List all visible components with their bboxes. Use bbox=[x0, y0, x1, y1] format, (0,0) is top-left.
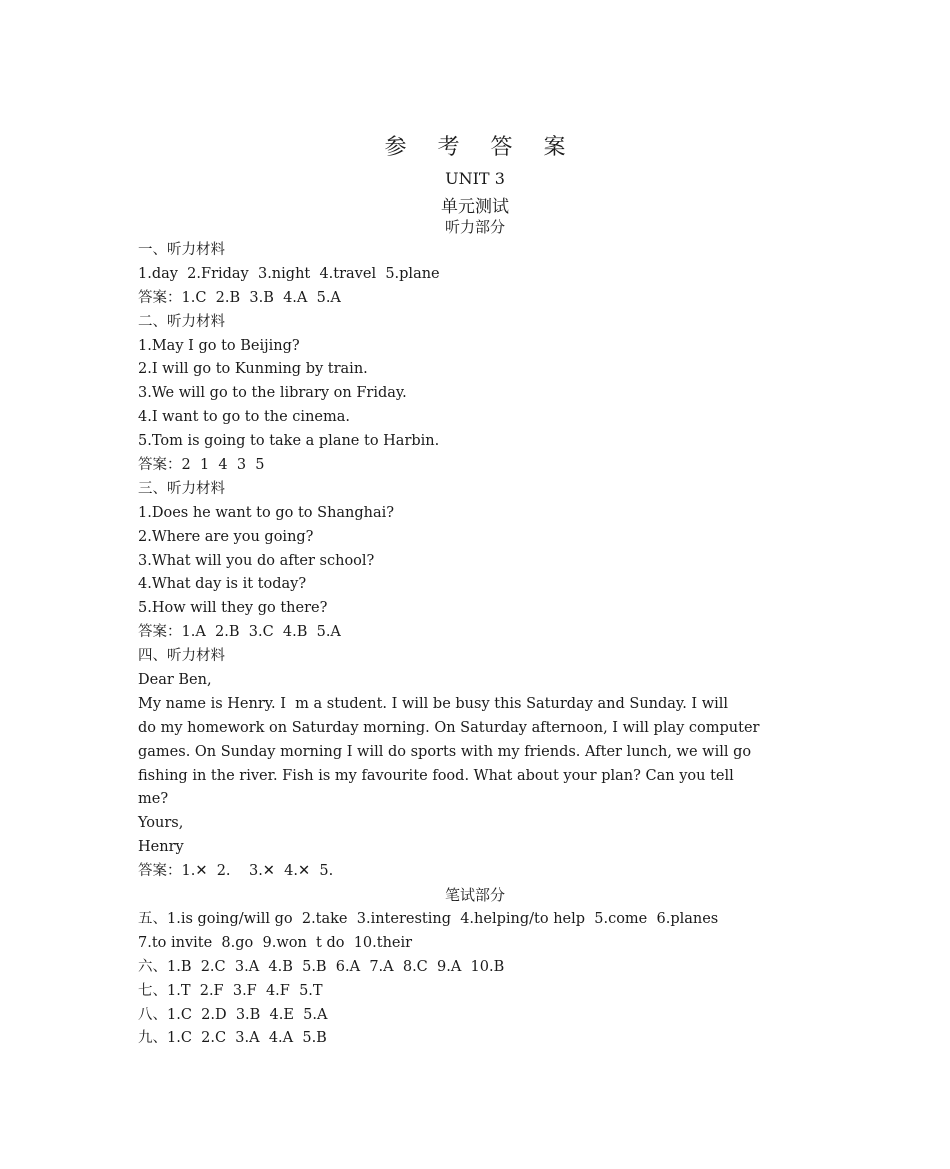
letter-body bbox=[138, 693, 818, 812]
section5-line1: 五、1.is going/will go 2.take 3.interesting 4.helping/to help 5.come 6.planes bbox=[138, 910, 719, 927]
test-subtitle: 单元测试 bbox=[441, 197, 509, 217]
letter-line: My name is Henry. I m a student. I will be busy this Saturday and Sunday. I will bbox=[138, 695, 729, 712]
section5-line2: 7.to invite 8.go 9.won t do 10.their bbox=[138, 934, 413, 951]
section3-answer: 答案：1.A 2.B 3.C 4.B 5.A bbox=[138, 624, 341, 641]
section3-sentence: 5.How will they go there? bbox=[138, 600, 328, 617]
answer-body bbox=[138, 239, 818, 1051]
section2-answer: 答案：2 1 4 3 5 bbox=[138, 457, 265, 474]
unit-heading: UNIT 3 bbox=[445, 169, 505, 188]
section1-words: 1.day 2.Friday 3.night 4.travel 5.plane bbox=[138, 265, 440, 282]
letter-closing: Yours, bbox=[138, 815, 184, 832]
section2-sentence: 1.May I go to Beijing? bbox=[138, 337, 300, 354]
listening-part-heading: 听力部分 bbox=[444, 218, 505, 236]
section3-sentence: 1.Does he want to go to Shanghai? bbox=[138, 504, 395, 521]
section1-heading: 一、听力材料 bbox=[138, 242, 225, 258]
section2-sentence: 5.Tom is going to take a plane to Harbin. bbox=[138, 433, 440, 450]
section8-answers: 八、1.C 2.D 3.B 4.E 5.A bbox=[138, 1006, 328, 1023]
letter-line: do my homework on Saturday morning. On Saturday afternoon, I will play computer bbox=[138, 719, 760, 736]
letter-line: fishing in the river. Fish is my favourite food. What about your plan? Can you tell bbox=[138, 767, 734, 784]
letter-greeting: Dear Ben, bbox=[138, 672, 212, 689]
section2-sentence: 2.I will go to Kunming by train. bbox=[138, 361, 368, 378]
section4-heading: 四、听力材料 bbox=[138, 648, 225, 665]
written-part-heading: 笔试部分 bbox=[444, 886, 505, 905]
section4-answer: 答案：1.✕ 2. 3.✕ 4.✕ 5. bbox=[138, 863, 334, 880]
letter-line: games. On Sunday morning I will do sports with my friends. After lunch, we will go bbox=[138, 743, 752, 760]
section9-answers: 九、1.C 2.C 3.A 4.A 5.B bbox=[138, 1030, 327, 1047]
section3-heading: 三、听力材料 bbox=[138, 480, 225, 497]
section3-sentence: 4.What day is it today? bbox=[138, 576, 307, 593]
section3-sentence: 2.Where are you going? bbox=[138, 528, 314, 545]
section1-answer: 答案：1.C 2.B 3.B 4.A 5.A bbox=[138, 289, 341, 306]
section6-answers: 六、1.B 2.C 3.A 4.B 5.B 6.A 7.A 8.C 9.A 10.B bbox=[138, 958, 505, 975]
section2-sentence: 4.I want to go to the cinema. bbox=[138, 409, 350, 426]
section3-sentence: 3.What will you do after school? bbox=[138, 552, 375, 569]
letter-line: me? bbox=[138, 791, 169, 808]
section2-sentence: 3.We will go to the library on Friday. bbox=[138, 385, 407, 402]
letter-signature: Henry bbox=[138, 839, 184, 856]
section2-heading: 二、听力材料 bbox=[138, 313, 225, 330]
section7-answers: 七、1.T 2.F 3.F 4.F 5.T bbox=[138, 982, 323, 999]
page-title: 参 考 答 案 bbox=[384, 135, 578, 160]
